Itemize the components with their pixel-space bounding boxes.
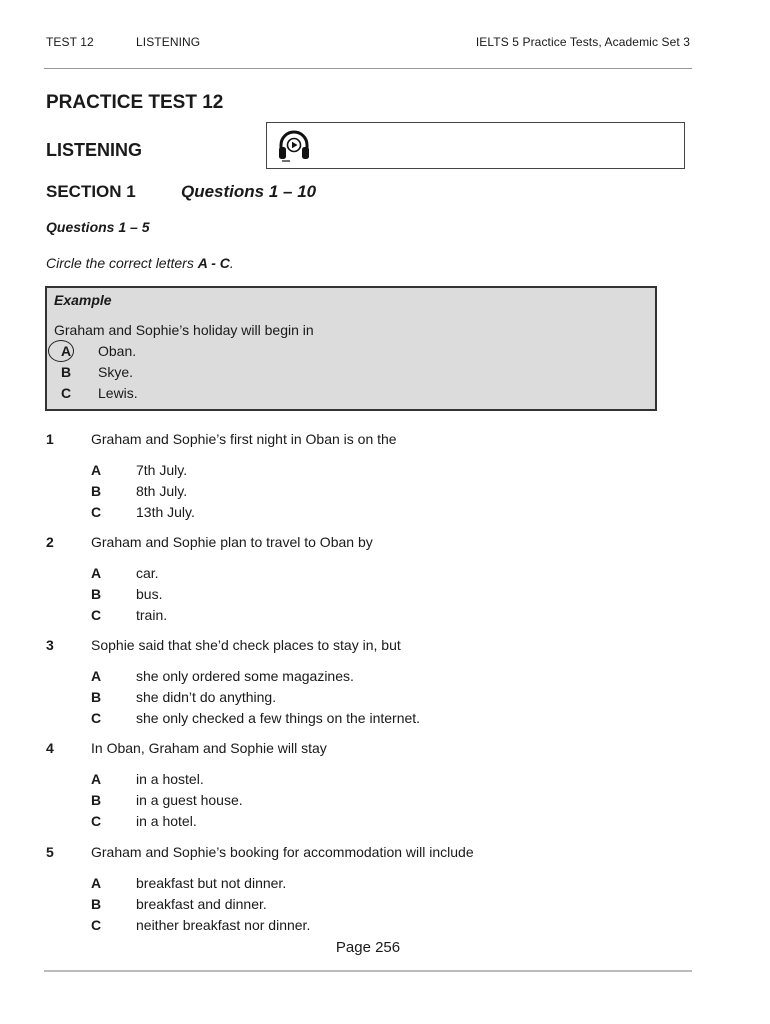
option-text: 7th July. (136, 462, 188, 478)
option-text: 8th July. (136, 483, 188, 499)
option-letter[interactable]: B (91, 586, 102, 602)
section-questions: Questions 1 – 10 (181, 182, 317, 201)
option-letter[interactable]: A (91, 462, 102, 478)
question-number: 3 (46, 637, 54, 653)
option-letter: B (60, 364, 72, 380)
option-letter[interactable]: A (91, 668, 102, 684)
instruction (46, 255, 234, 271)
section-label: SECTION 1 (46, 182, 136, 201)
question-text: Sophie said that she’d check places to stay in, but (91, 637, 401, 653)
option-text: she only checked a few things on the internet. (136, 710, 421, 726)
option-letter[interactable]: C (91, 710, 102, 726)
option-text: car. (136, 565, 159, 581)
option-letter: A (60, 343, 72, 359)
option-text: 13th July. (136, 504, 195, 520)
option-letter[interactable]: C (91, 504, 102, 520)
question-number: 2 (46, 534, 54, 550)
option-text: neither breakfast nor dinner. (136, 917, 311, 933)
instruction-letters: A - C (197, 255, 230, 271)
option-text: breakfast and dinner. (136, 896, 267, 912)
question-text: Graham and Sophie’s first night in Oban is on the (91, 431, 397, 447)
option-letter[interactable]: B (91, 896, 102, 912)
option-text: she didn’t do anything. (136, 689, 277, 705)
page-title: PRACTICE TEST 12 (46, 92, 224, 113)
header-test: TEST 12 (46, 35, 94, 49)
headphones-play-icon[interactable] (277, 129, 311, 163)
page-number: Page 256 (335, 939, 401, 956)
option-text: she only ordered some magazines. (136, 668, 354, 684)
footer-divider (44, 970, 692, 972)
header-book: IELTS 5 Practice Tests, Academic Set 3 (475, 35, 690, 49)
option-text: Oban. (98, 343, 137, 359)
option-text: Lewis. (98, 385, 138, 401)
option-letter: C (60, 385, 72, 401)
audio-player[interactable] (266, 122, 685, 169)
example-title: Example (54, 292, 112, 308)
page-subtitle: LISTENING (46, 140, 143, 160)
question-text: In Oban, Graham and Sophie will stay (91, 740, 327, 756)
question-text: Graham and Sophie plan to travel to Oban by (91, 534, 373, 550)
option-letter[interactable]: A (91, 771, 102, 787)
header-section: LISTENING (136, 35, 201, 49)
option-text: in a hotel. (136, 813, 197, 829)
option-text: breakfast but not dinner. (136, 875, 287, 891)
instruction-end: . (229, 255, 234, 271)
option-text: Skye. (98, 364, 134, 380)
option-letter[interactable]: C (91, 813, 102, 829)
question-text: Graham and Sophie’s booking for accommodation will include (91, 844, 474, 860)
example-question: Graham and Sophie’s holiday will begin in (54, 322, 314, 338)
question-number: 4 (46, 740, 54, 756)
option-letter[interactable]: B (91, 689, 102, 705)
example-box (45, 286, 657, 411)
option-letter[interactable]: A (91, 565, 102, 581)
header-divider (44, 68, 692, 69)
option-letter[interactable]: C (91, 917, 102, 933)
option-text: in a hostel. (136, 771, 204, 787)
question-number: 5 (46, 844, 54, 860)
option-text: bus. (136, 586, 163, 602)
question-group-heading: Questions 1 – 5 (46, 219, 150, 235)
instruction-text: Circle the correct letters (46, 255, 198, 271)
option-letter[interactable]: C (91, 607, 102, 623)
question-number: 1 (46, 431, 54, 447)
option-letter[interactable]: A (91, 875, 102, 891)
option-letter[interactable]: B (91, 792, 102, 808)
option-text: in a guest house. (136, 792, 243, 808)
option-letter[interactable]: B (91, 483, 102, 499)
option-text: train. (136, 607, 168, 623)
